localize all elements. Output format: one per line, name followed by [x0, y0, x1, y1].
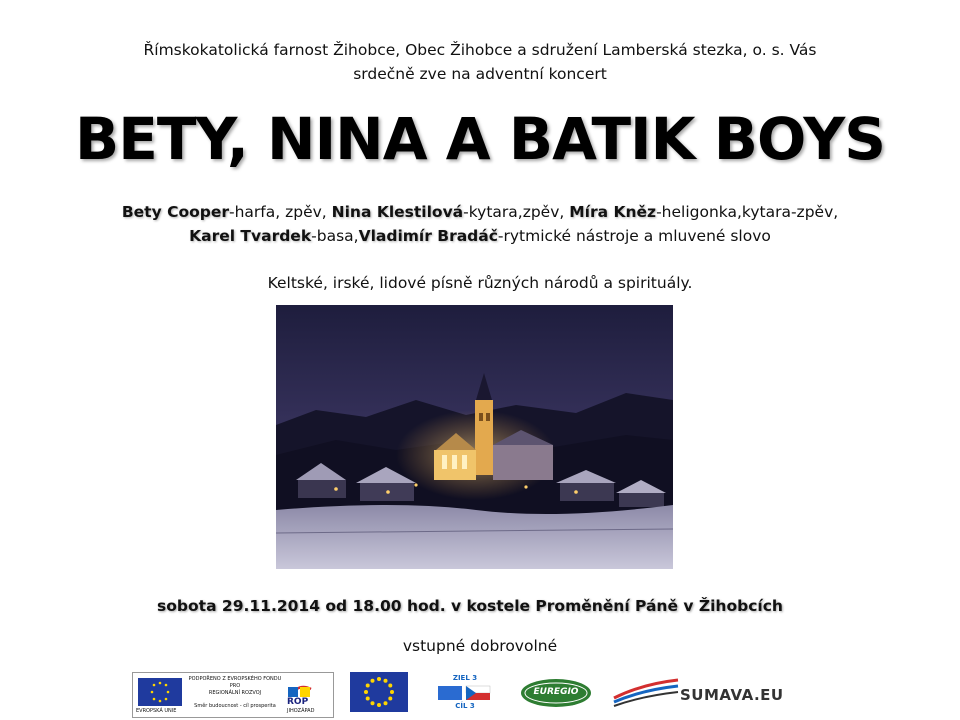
genre-description: Keltské, irské, lidové písně různých národů a spirituály. — [267, 274, 693, 292]
rop-sub: JIHOZÁPAD — [287, 708, 315, 714]
eu-flag-logo — [350, 672, 408, 712]
performers-line-1 — [0, 200, 960, 224]
event-details: sobota 29.11.2014 od 18.00 hod. v kostele Proměnění Páně v Žihobcích — [157, 597, 783, 615]
performers-line-2 — [0, 224, 960, 248]
ziel3-logo — [436, 674, 494, 714]
eu-rop-logo — [132, 672, 334, 718]
eu-label: EVROPSKÁ UNIE — [136, 708, 177, 714]
intro-line-2: srdečně zve na adventní koncert — [353, 65, 607, 83]
intro-line-1: Římskokatolická farnost Žihobce, Obec Žihobce a sdružení Lamberská stezka, o. s. Vás — [143, 41, 817, 59]
ziel3-line-1: ZIEL 3 — [452, 674, 478, 682]
erdf-line-1: PODPOŘENO Z EVROPSKÉHO FONDU — [188, 676, 282, 682]
euregio-logo — [520, 678, 592, 708]
sumava-label: SUMAVA.EU — [680, 686, 784, 704]
performer-name: Karel Tvardek — [189, 227, 312, 245]
performer-name: Vladimír Bradáč — [358, 227, 498, 245]
performer-role: -harfa, zpěv, — [229, 203, 332, 221]
performer-role: -heligonka,kytara-zpěv, — [656, 203, 839, 221]
performer-role: -basa, — [311, 227, 359, 245]
performer-name: Nina Klestilová — [331, 203, 464, 221]
sponsor-logos — [0, 672, 960, 718]
performer-name: Bety Cooper — [121, 203, 229, 221]
concert-title: BETY, NINA A BATIK BOYS — [75, 105, 885, 173]
admission-text: vstupné dobrovolné — [402, 637, 558, 655]
intro-text — [0, 38, 960, 86]
church-night-photo — [276, 305, 673, 569]
performer-role: -rytmické nástroje a mluvené slovo — [497, 227, 771, 245]
euregio-label: EUREGIO — [533, 687, 579, 697]
erdf-tagline: Směr budoucnost - cíl prosperita — [194, 703, 276, 709]
performer-name: Míra Kněz — [569, 203, 657, 221]
performers-list — [0, 200, 960, 248]
performer-role: -kytara,zpěv, — [463, 203, 570, 221]
erdf-line-3: REGIONÁLNÍ ROZVOJ — [208, 690, 262, 696]
sumava-logo — [612, 676, 807, 712]
rop-label: ROP — [287, 697, 309, 707]
erdf-line-2: PRO — [229, 683, 241, 689]
ziel3-line-2: CÍL 3 — [455, 702, 475, 710]
